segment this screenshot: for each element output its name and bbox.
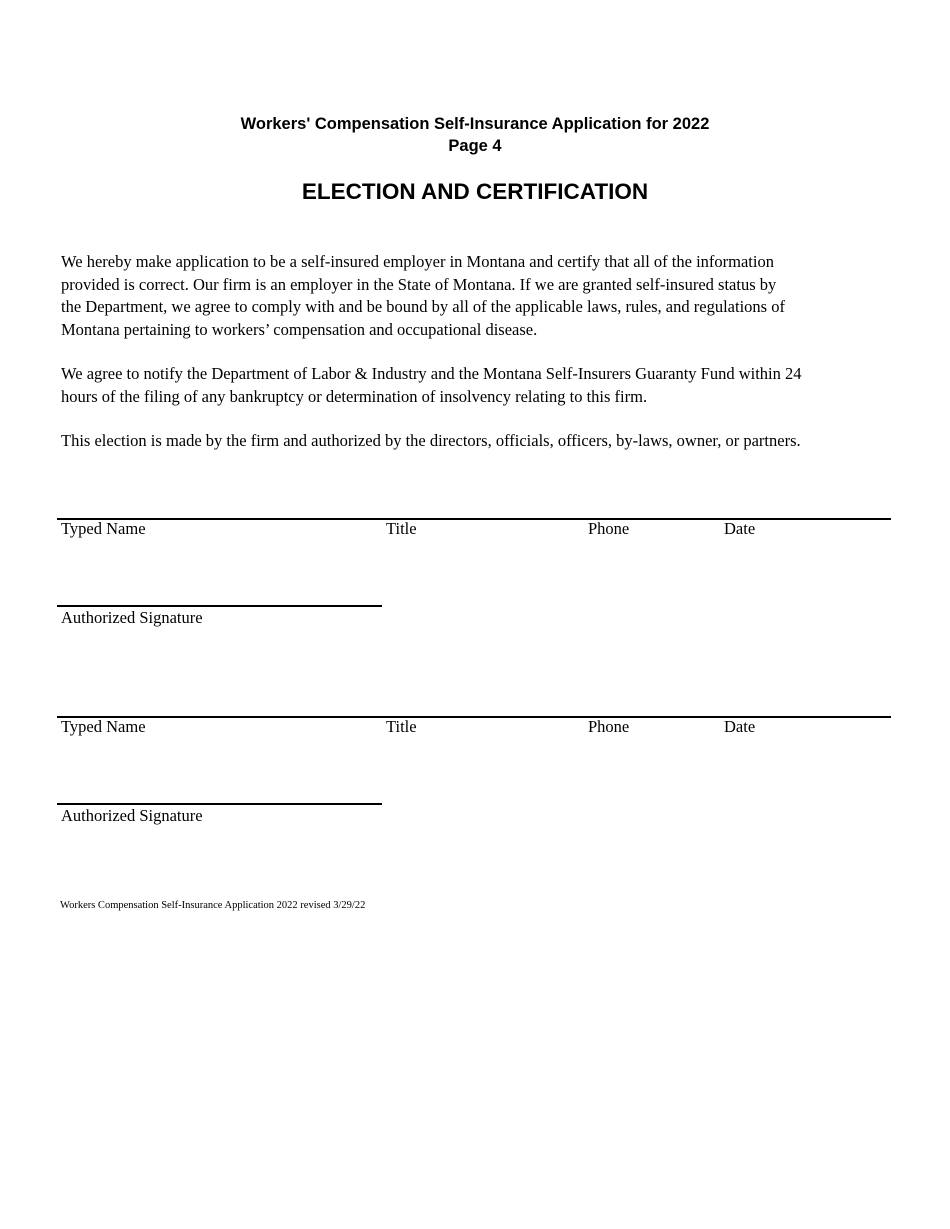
paragraph-line: This election is made by the firm and authorized by the directors, officials, officers, by-laws, owner, or partners.	[61, 431, 801, 450]
phone-label-1: Phone	[588, 519, 630, 538]
document-title: Workers' Compensation Self-Insurance Application for 2022	[240, 115, 710, 133]
paragraph-line: We agree to notify the Department of Labor & Industry and the Montana Self-Insurers Guaranty Fund within 24	[61, 364, 802, 383]
date-label-2: Date	[724, 717, 756, 736]
certification-paragraph	[61, 251, 861, 341]
election-paragraph	[61, 430, 861, 453]
date-label-1: Date	[724, 519, 756, 538]
paragraph-line: Montana pertaining to workers’ compensation and occupational disease.	[61, 319, 538, 339]
title-label-2: Title	[386, 717, 417, 736]
authorized-signature-label-1: Authorized Signature	[61, 608, 203, 627]
name-title-phone-date-line-1[interactable]	[57, 518, 891, 520]
paragraph-line: the Department, we agree to comply with and be bound by all of the applicable laws, rules, and regulations of	[61, 297, 785, 316]
authorized-signature-label-2: Authorized Signature	[61, 806, 203, 825]
notification-paragraph	[61, 363, 861, 408]
page-number: Page 4	[448, 137, 502, 155]
signature-line-1[interactable]	[57, 605, 382, 607]
phone-label-2: Phone	[588, 717, 630, 736]
footer-revision-note: Workers Compensation Self-Insurance Application 2022 revised 3/29/22	[60, 900, 366, 911]
typed-name-label-2: Typed Name	[61, 717, 146, 736]
paragraph-line: provided is correct. Our firm is an employer in the State of Montana. If we are granted self-insured status by	[61, 274, 777, 294]
paragraph-line: hours of the filing of any bankruptcy or determination of insolvency relating to this firm.	[61, 386, 648, 406]
section-title: ELECTION AND CERTIFICATION	[301, 179, 649, 204]
title-label-1: Title	[386, 519, 417, 538]
name-title-phone-date-line-2[interactable]	[57, 716, 891, 718]
paragraph-line: We hereby make application to be a self-insured employer in Montana and certify that all of the information	[61, 252, 774, 271]
signature-line-2[interactable]	[57, 803, 382, 805]
typed-name-label-1: Typed Name	[61, 519, 146, 538]
